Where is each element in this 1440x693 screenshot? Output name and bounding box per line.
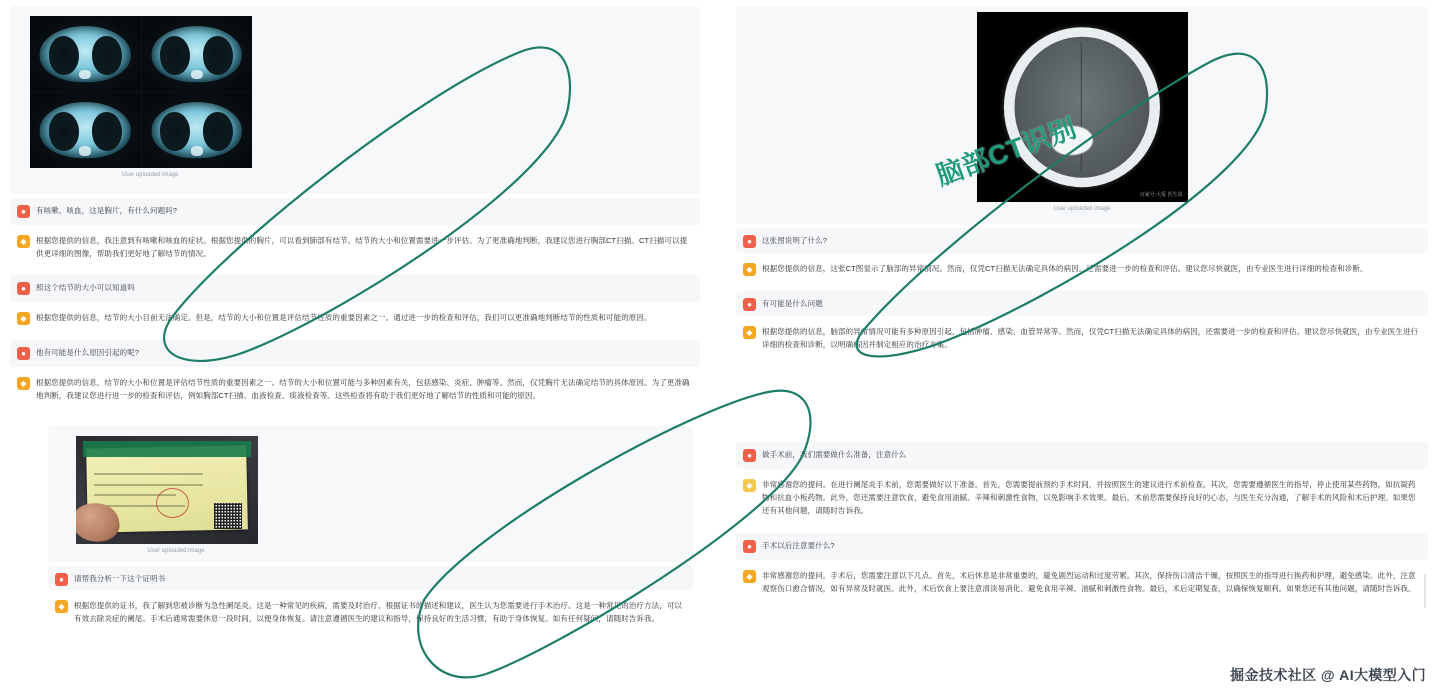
image-caption: User uploaded image [121,172,179,178]
message-row-assistant [10,305,700,337]
user-avatar-icon: ● [17,347,30,360]
user-avatar-icon: ● [743,235,756,248]
assistant-avatar-icon: ◆ [17,377,30,390]
message-text: 根据您提供的信息，结节的大小目前无法确定。但是，结节的大小和位置是评估结节性质的重要因素之一。通过进一步的检查和评估，我们可以更准确地判断结节的性质和可能的原因。 [36,313,652,322]
assistant-avatar-icon: ◆ [743,263,756,276]
user-avatar-icon: ● [17,205,30,218]
message-text: 他有可能是什么原因引起的呢? [36,348,140,357]
user-avatar-icon: ● [743,449,756,462]
scrollbar[interactable] [1424,574,1426,608]
assistant-avatar-icon: ◆ [17,312,30,325]
uploaded-image-card-brain [736,6,1428,224]
image-caption: User uploaded image [147,548,205,554]
lung-ct-scan-image [30,16,252,168]
message-list-left-bottom [48,566,693,643]
assistant-avatar-icon: ◆ [55,600,68,613]
message-row-assistant [736,472,1428,530]
assistant-avatar-icon: ◆ [743,326,756,339]
image-caption: User uploaded image [1053,206,1111,212]
message-text: 照这个结节的大小可以知道吗 [36,283,135,292]
user-avatar-icon: ● [17,282,30,295]
message-text: 非常感谢您的提问。手术后，您需要注意以下几点。首先，术后休息是非常重要的，避免剧烈运动和过度劳累。其次，保持伤口清洁干燥，按照医生的指导进行换药和护理，避免感染。此外，注意观察伤口愈合情况，如有异常及时就医。此外，术后饮食上要注意清淡易消化、避免食用辛辣、油腻和刺激性食物。最后，术后定期复查，以确保恢复顺利。如果您还有其他问题，请随时告诉我。 [762,571,1416,594]
user-avatar-icon: ● [743,540,756,553]
message-row-assistant [736,319,1428,359]
message-text: 请帮我分析一下这个证明书 [74,574,166,583]
left-conversation-panel [10,6,700,681]
message-text: 有可能是什么问题 [762,299,823,308]
message-text: 手术以后注意要什么? [762,541,835,550]
message-row-assistant [736,256,1428,288]
message-list-right [736,228,1428,621]
message-row-assistant [10,370,700,414]
message-text: 根据您提供的信息，结节的大小和位置是评估结节性质的重要因素之一。结节的大小和位置可能与多种因素有关，包括感染、炎症、肿瘤等。然而，仅凭胸片无法确定结节的具体原因。为了更准确地判断，我建议您进行进一步的检查和评估，例如胸部CT扫描、血液检查、痰液检查等。这些检查将有助于我们更好地了解结节的性质和可能的原因。 [36,378,690,401]
medical-certificate-photo [76,436,258,544]
message-row-user [736,533,1428,560]
message-row-user [736,442,1428,469]
brain-ct-scan-image [977,12,1188,202]
message-row-assistant [736,563,1428,621]
assistant-avatar-icon: ◆ [743,570,756,583]
message-row-assistant [10,228,700,272]
message-text: 这张图说明了什么? [762,236,828,245]
message-text: 做手术前，我们需要做什么准备，注意什么 [762,450,907,459]
message-text: 根据您提供的证书，我了解到您被诊断为急性阑尾炎。这是一种常见的疾病，需要及时治疗。根据证书的描述和建议，医生认为您需要进行手术治疗。这是一种常见的治疗方法，可以有效去除炎症的阑尾。手术后通常需要休息一段时间，以便身体恢复。请注意遵循医生的建议和指导，保持良好的生活习惯，有助于身体恢复。如有任何疑问，请随时告诉我。 [74,601,682,624]
message-row-user [736,291,1428,316]
message-text: 根据您提供的信息，我注意到有咳嗽和咳血的症状。根据您提供的胸片，可以看到肺部有结节。结节的大小和位置需要进一步评估。为了更准确地判断，我建议您进行胸部CT扫描。CT扫描可以提供更详细的图像，帮助我们更好地了解结节的情况。 [36,236,688,259]
user-avatar-icon: ● [743,298,756,311]
watermark-text: 掘金技术社区 @ AI大模型入门 [1230,667,1426,683]
user-avatar-icon: ● [55,573,68,586]
uploaded-image-card-certificate [48,426,693,562]
assistant-avatar-icon: ◆ [17,235,30,248]
right-conversation-panel [736,6,1428,681]
uploaded-image-card-lung [10,6,700,194]
assistant-avatar-icon: ◆ [743,479,756,492]
message-row-assistant [48,593,693,643]
message-text: 非常感谢您的提问。在进行阑尾炎手术前，您需要做好以下准备。首先，您需要提前预约手术时间，并按照医生的建议进行术前检查。其次，您需要遵循医生的指导，停止使用某些药物，如抗凝药物和抗血小板药物。此外，您还需要注意饮食，避免食用油腻、辛辣和刺激性食物，以免影响手术效果。最后，术前您需要保持良好的心态，与医生充分沟通，了解手术的风险和术后护理。如果您还有其他问题，请随时告诉我。 [762,480,1416,516]
message-list-left [10,198,700,414]
message-text: 根据您提供的信息，脑部的异常情况可能有多种原因引起，包括肿瘤、感染、血管异常等。然而，仅凭CT扫描无法确定具体的病因，还需要进一步的检查和评估。建议您尽快就医，由专业医生进行详细的检查和诊断，以明确病因并制定相应的治疗方案。 [762,327,1419,350]
image-watermark-stamp: 百家号:大爱 医生说 [1139,192,1183,198]
annotation-label-brain-ct: 脑部CT识别 [932,112,1081,192]
message-row-user [10,198,700,225]
message-text: 有咳嗽、咳血，这是胸片，有什么问题吗? [36,206,178,215]
message-text: 根据您提供的信息，这张CT图显示了脑部的异常情况。然而，仅凭CT扫描无法确定具体的病因。还需要进一步的检查和评估。建议您尽快就医，由专业医生进行详细的检查和诊断。 [762,264,1368,273]
message-row-user [736,228,1428,253]
message-row-user [10,275,700,302]
message-row-user [48,566,693,590]
message-row-user [10,340,700,367]
